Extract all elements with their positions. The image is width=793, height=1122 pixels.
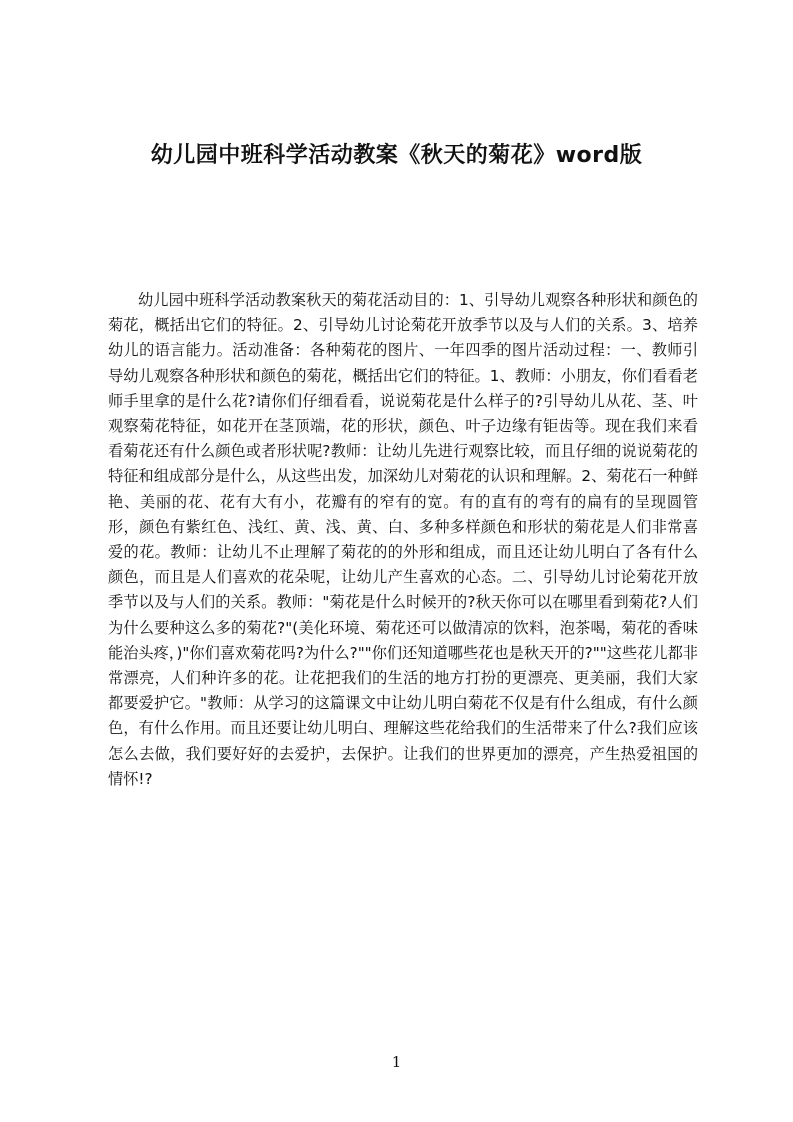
body-paragraph: 幼儿园中班科学活动教案秋天的菊花活动目的：1、引导幼儿观察各种形状和颜色的菊花，概括出它们的特征。2、引导幼儿讨论菊花开放季节以及与人们的关系。3、培养幼儿的语言能力。活动准备：各种菊花的图片、一年四季的图片活动过程：一、教师引导幼儿观察各种形状和颜色的菊花，概括出它们的特征。1、教师：小朋友，你们看看老师手里拿的是什么花?请你们仔细看看，说说菊花是什么样子的?引导幼儿从花、茎、叶观察菊花特征，如花开在茎顶端，花的形状，颜色、叶子边缘有钜齿等。现在我们来看看菊花还有什么颜色或者形状呢?教师：让幼儿先进行观察比较，而且仔细的说说菊花的特征和组成部分是什么，从这些出发，加深幼儿对菊花的认识和理解。2、菊花石一种鲜艳、美丽的花、花有大有小，花瓣有的窄有的宽。有的直有的弯有的扁有的呈现圆管形，颜色有紫红色、浅红、黄、浅、黄、白、多种多样颜色和形状的菊花是人们非常喜爱的花。教师：让幼儿不止理解了菊花的的外形和组成，而且还让幼儿明白了各有什么颜色，而且是人们喜欢的花朵呢，让幼儿产生喜欢的心态。二、引导幼儿讨论菊花开放季节以及与人们的关系。教师："菊花是什么时候开的?秋天你可以在哪里看到菊花?人们为什么要种这么多的菊花?"(美化环境、菊花还可以做清凉的饮料，泡茶喝，菊花的香味能治头疼，)"你们喜欢菊花吗?为什么?""你们还知道哪些花也是秋天开的?""这些花儿都非常漂亮，人们种许多的花。让花把我们的生活的地方打扮的更漂亮、更美丽，我们大家都要爱护它。"教师：从学习的这篇课文中让幼儿明白菊花不仅是有什么组成，有什么颜色，有什么作用。而且还要让幼儿明白、理解这些花给我们的生活带来了什么?我们应该怎么去做，我们要好好的去爱护，去保护。让我们的世界更加的漂亮，产生热爱祖国的情怀!? bbox=[108, 291, 698, 788]
document-title: 幼儿园中班科学活动教案《秋天的菊花》word版 bbox=[150, 143, 643, 168]
page-number: 1 bbox=[391, 1053, 402, 1071]
